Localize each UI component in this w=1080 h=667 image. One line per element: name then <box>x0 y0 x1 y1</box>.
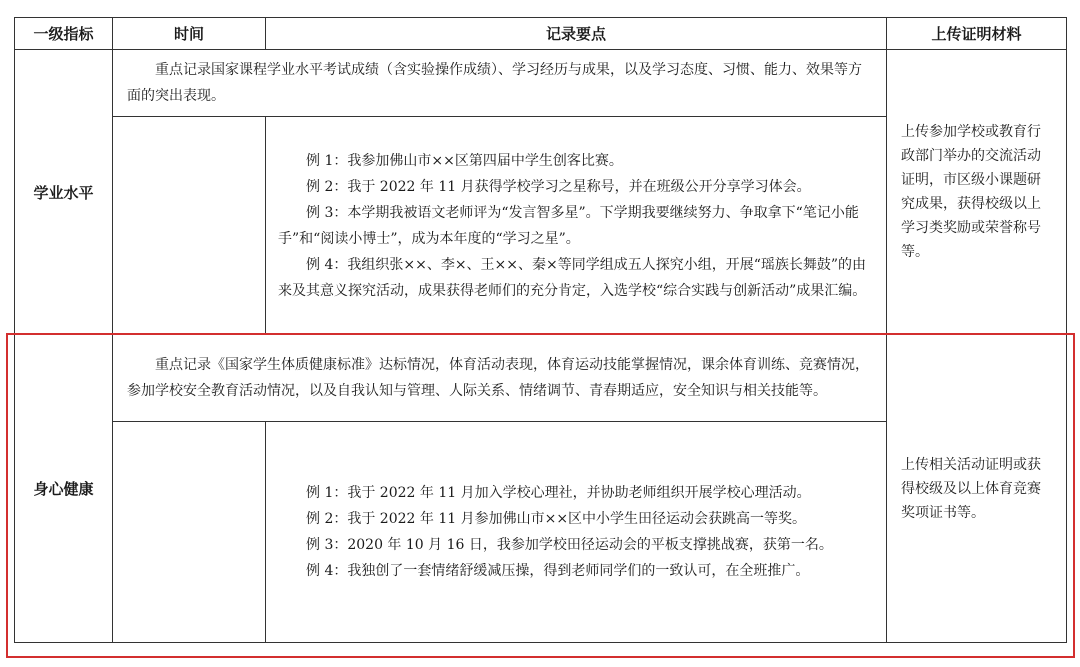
academic-summary-row <box>15 50 1067 117</box>
header-time: 时间 <box>113 18 266 50</box>
academic-example-3: 例 3：本学期我被语文老师评为“发言智多星”。下学期我要继续努力、争取拿下“笔记小能手”和“阅读小博士”，成为本年度的“学习之星”。 <box>278 204 859 247</box>
academic-example-1: 例 1：我参加佛山市××区第四届中学生创客比赛。 <box>306 152 623 169</box>
record-table <box>14 17 1067 643</box>
health-time <box>113 422 266 643</box>
academic-summary: 重点记录国家课程学业水平考试成绩（含实验操作成绩）、学习经历与成果，以及学习态度、习惯、能力、效果等方面的突出表现。 <box>127 62 862 104</box>
academic-examples-cell <box>266 117 887 335</box>
header-materials: 上传证明材料 <box>887 18 1067 50</box>
academic-example-4: 例 4：我组织张××、李×、王××、秦×等同学组成五人探究小组，开展“瑶族长舞鼓”的由来及其意义探究活动，成果获得老师们的充分肯定，入选学校“综合实践与创新活动”成果汇编。 <box>278 256 867 299</box>
academic-summary-cell <box>113 50 887 117</box>
health-examples-cell <box>266 422 887 643</box>
health-summary: 重点记录《国家学生体质健康标准》达标情况，体育活动表现，体育运动技能掌握情况，课余体育训练、竞赛情况，参加学校安全教育活动情况，以及自我认知与管理、人际关系、情绪调节、青春期适应，安全知识与相关技能等。 <box>127 357 869 399</box>
health-example-3: 例 3：2020 年 10 月 16 日，我参加学校田径运动会的平板支撑挑战赛，获第一名。 <box>306 537 833 553</box>
header-key-points: 记录要点 <box>266 18 887 50</box>
header-indicator: 一级指标 <box>15 18 113 50</box>
academic-material: 上传参加学校或教育行政部门举办的交流活动证明，市区级小课题研究成果，获得校级以上学习类奖励或荣誉称号等。 <box>887 50 1067 335</box>
health-summary-row <box>15 335 1067 422</box>
health-example-2: 例 2：我于 2022 年 11 月参加佛山市××区中小学生田径运动会获跳高一等奖。 <box>306 511 807 527</box>
academic-time <box>113 117 266 335</box>
health-material: 上传相关活动证明或获得校级及以上体育竞赛奖项证书等。 <box>887 335 1067 643</box>
academic-example-2: 例 2：我于 2022 年 11 月获得学校学习之星称号，并在班级公开分享学习体会。 <box>306 178 811 195</box>
health-summary-cell <box>113 335 887 422</box>
health-example-1: 例 1：我于 2022 年 11 月加入学校心理社，并协助老师组织开展学校心理活动。 <box>306 485 811 501</box>
academic-category: 学业水平 <box>15 50 113 335</box>
health-category: 身心健康 <box>15 335 113 643</box>
header-row <box>15 18 1067 50</box>
health-example-4: 例 4：我独创了一套情绪舒缓减压操，得到老师同学们的一致认可，在全班推广。 <box>306 563 810 579</box>
